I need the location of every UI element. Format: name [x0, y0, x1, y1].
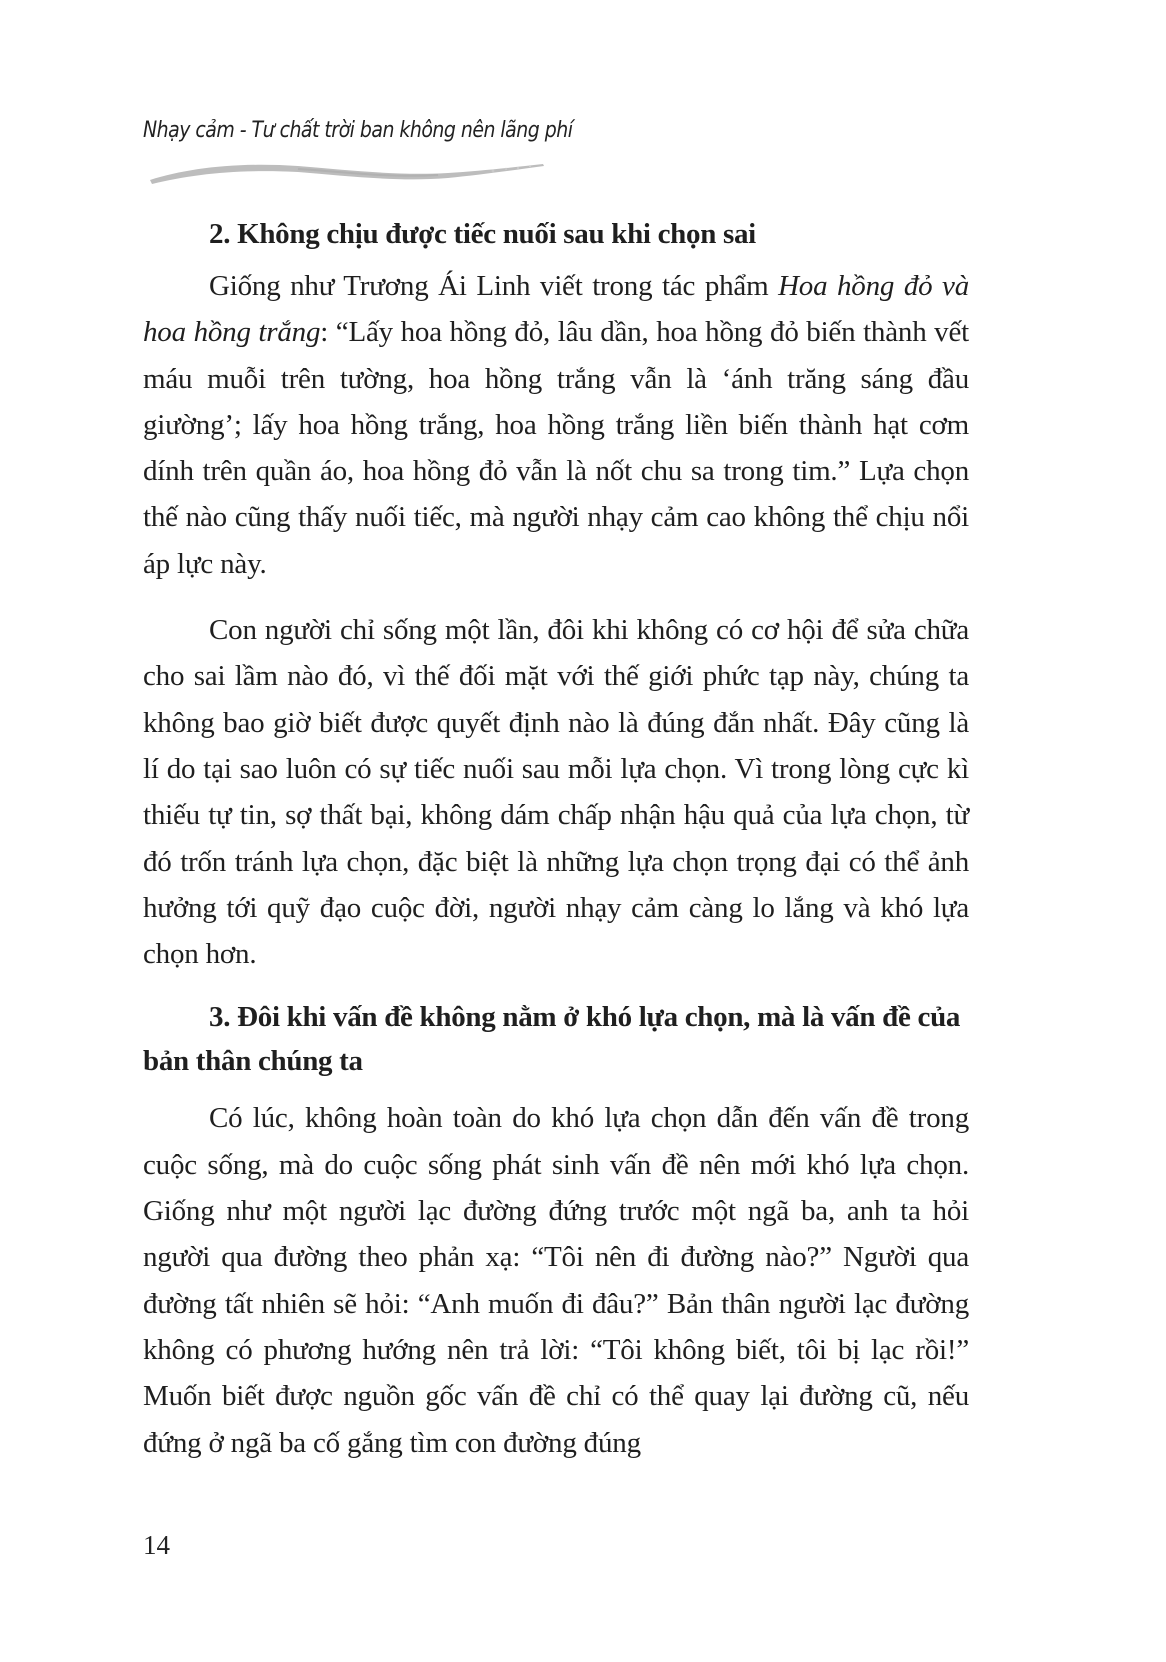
paragraph: Có lúc, không hoàn toàn do khó lựa chọn dẫn đến vấn đề trong cuộc sống, mà do cuộc sống phát sinh vấn đề nên mới khó lựa chọn. Giống như một người lạc đường đứng trước một ngã ba, anh ta hỏi người qua đường theo phản xạ: “Tôi nên đi đường nào?” Người qua đường tất nhiên sẽ hỏi: “Anh muốn đi đâu?” Bản thân người lạc đường không có phương hướng nên trả lời: “Tôi không biết, tôi bị lạc rồi!” Muốn biết được nguồn gốc vấn đề chỉ có thể quay lại đường cũ, nếu đứng ở ngã ba cố gắng tìm con đường đúng: [143, 1102, 969, 1459]
book-title-italic: Hoa hồng đỏ và hoa hồng trắng: [143, 270, 969, 349]
paragraph: [143, 263, 969, 587]
running-header: Nhạy cảm - Tư chất trời ban không nên lãng phí: [143, 118, 573, 143]
section-heading-2: 2. Không chịu được tiếc nuối sau khi chọn sai: [209, 218, 756, 250]
page-number: 14: [143, 1530, 170, 1560]
paragraph-text: : “Lấy hoa hồng đỏ, lâu dần, hoa hồng đỏ biến thành vết máu muỗi trên tường, hoa hồng trắng vẫn là ‘ánh trăng sáng đầu giường’; lấy hoa hồng trắng, hoa hồng trắng liền biến thành hạt cơm dính trên quần áo, hoa hồng đỏ vẫn là nốt chu sa trong tim.” Lựa chọn thế nào cũng thấy nuối tiếc, mà người nhạy cảm cao không thể chịu nổi áp lực này.: [143, 316, 969, 580]
section-heading-3: 3. Đôi khi vấn đề không nằm ở khó lựa chọn, mà là vấn đề của bản thân chúng ta: [143, 1001, 961, 1078]
paragraph: Con người chỉ sống một lần, đôi khi không có cơ hội để sửa chữa cho sai lầm nào đó, vì thế đối mặt với thế giới phức tạp này, chúng ta không bao giờ biết được quyết định nào là đúng đắn nhất. Đây cũng là lí do tại sao luôn có sự tiếc nuối sau mỗi lựa chọn. Vì trong lòng cực kì thiếu tự tin, sợ thất bại, không dám chấp nhận hậu quả của lựa chọn, từ đó trốn tránh lựa chọn, đặc biệt là những lựa chọn trọng đại có thể ảnh hưởng tới quỹ đạo cuộc đời, người nhạy cảm càng lo lắng và khó lựa chọn hơn.: [143, 614, 969, 971]
page-body: [143, 212, 969, 1466]
paragraph-text: Giống như Trương Ái Linh viết trong tác phẩm: [209, 270, 779, 302]
brush-stroke-decoration: [148, 160, 548, 186]
